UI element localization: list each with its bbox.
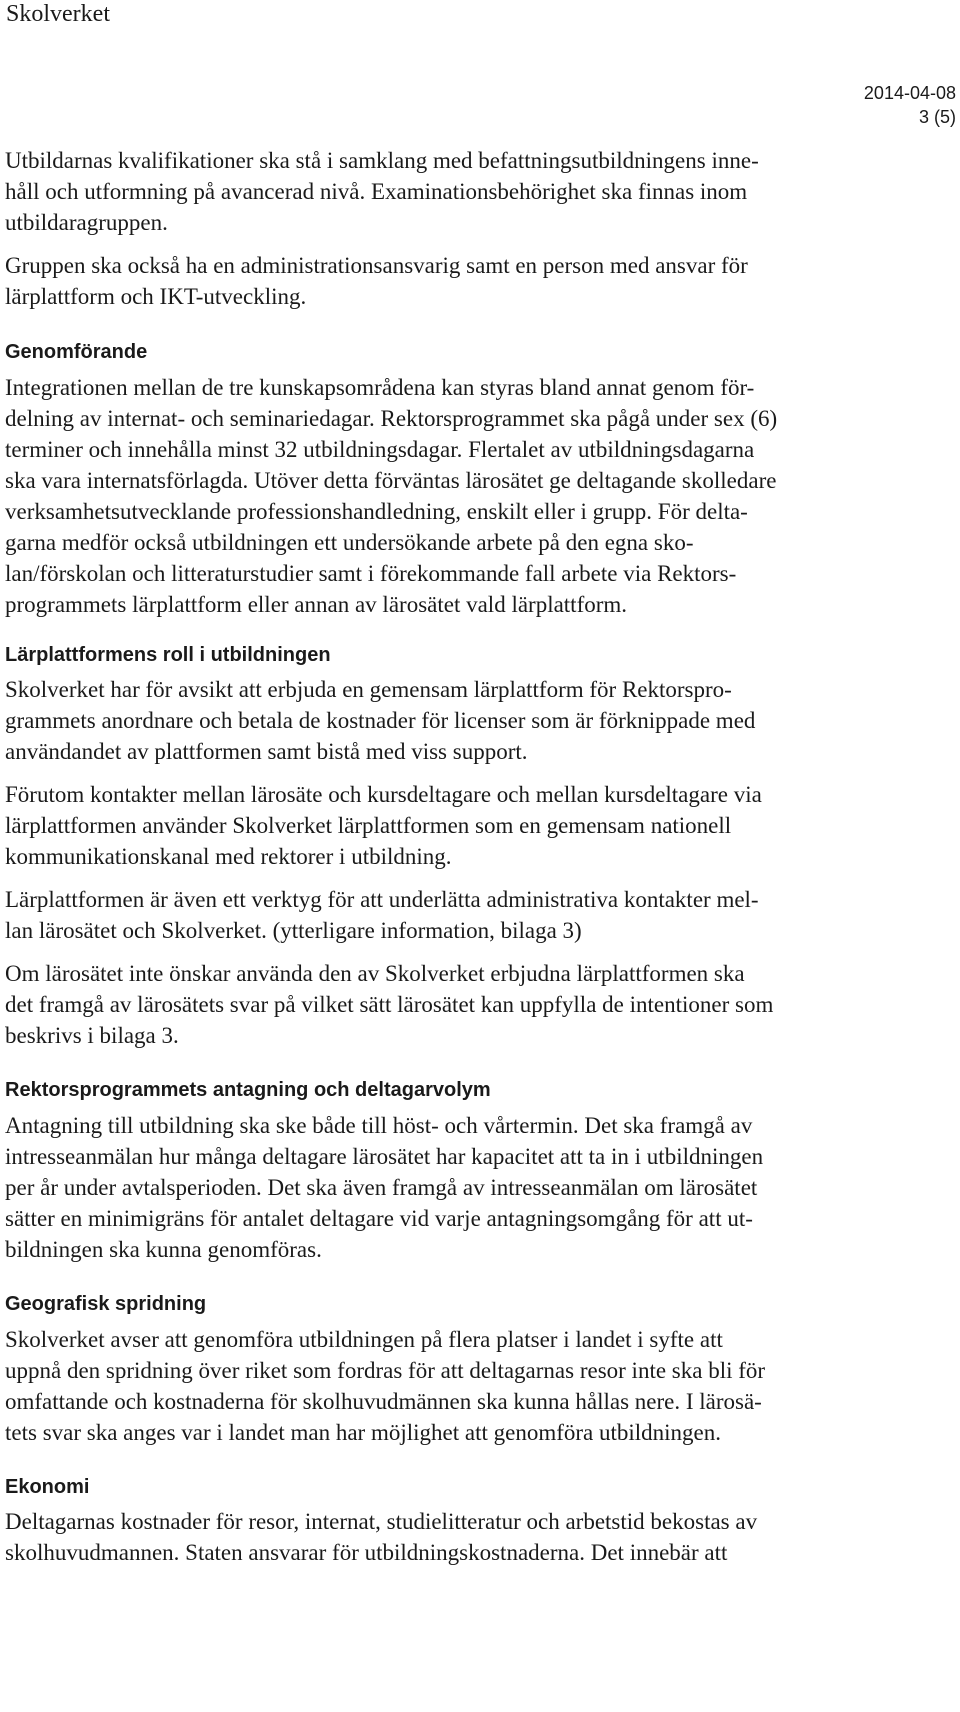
- body-line: Gruppen ska också ha en administrationsansvarig samt en person med ansvar för: [5, 253, 748, 278]
- body-line: lärplattform och IKT-utveckling.: [5, 284, 307, 309]
- body-line: programmets lärplattform eller annan av lärosätet vald lärplattform.: [5, 592, 628, 617]
- body-line: garna medför också utbildningen ett undersökande arbete på den egna sko-: [5, 530, 694, 555]
- body-line: sätter en minimigräns för antalet deltagare vid varje antagningsomgång för att ut-: [5, 1206, 753, 1231]
- body-line: Utbildarnas kvalifikationer ska stå i samklang med befattningsutbildningens inne-: [5, 148, 759, 173]
- organization-name: Skolverket: [6, 1, 110, 27]
- page-number: 3 (5): [918, 107, 956, 127]
- body-line: det framgå av lärosätets svar på vilket sätt lärosätet kan uppfylla de intentioner som: [5, 992, 774, 1017]
- body-line: beskrivs i bilaga 3.: [5, 1023, 179, 1048]
- body-line: tets svar ska anges var i landet man har möjlighet att genomföra utbildningen.: [5, 1420, 721, 1445]
- body-line: Antagning till utbildning ska ske både till höst- och vårtermin. Det ska framgå av: [5, 1113, 753, 1138]
- body-line: användandet av plattformen samt bistå med viss support.: [5, 739, 528, 764]
- body-line: intresseanmälan hur många deltagare lärosätet har kapacitet att ta in i utbildningen: [5, 1144, 764, 1169]
- body-line: uppnå den spridning över riket som fordras för att deltagarnas resor inte ska bli för: [5, 1358, 766, 1383]
- body-line: omfattande och kostnaderna för skolhuvudmännen ska kunna hållas nere. I lärosä-: [5, 1389, 762, 1414]
- body-line: Skolverket avser att genomföra utbildningen på flera platser i landet i syfte att: [5, 1327, 723, 1352]
- body-line: håll och utformning på avancerad nivå. Examinationsbehörighet ska finnas inom: [5, 179, 748, 204]
- body-line: grammets anordnare och betala de kostnader för licenser som är förknippade med: [5, 708, 756, 733]
- body-line: terminer och innehålla minst 32 utbildningsdagar. Flertalet av utbildningsdagarna: [5, 437, 755, 462]
- section-heading-larplattform: Lärplattformens roll i utbildningen: [5, 644, 331, 666]
- body-line: ska vara internatsförlagda. Utöver detta förväntas lärosätet ge deltagande skolledare: [5, 468, 777, 493]
- section-heading-antagning: Rektorsprogrammets antagning och deltagarvolym: [5, 1079, 491, 1101]
- body-line: per år under avtalsperioden. Det ska även framgå av intresseanmälan om lärosätet: [5, 1175, 758, 1200]
- body-line: Integrationen mellan de tre kunskapsområdena kan styras bland annat genom för-: [5, 375, 755, 400]
- section-heading-genomforande: Genomförande: [5, 341, 148, 363]
- body-line: verksamhetsutvecklande professionshandledning, enskilt eller i grupp. För delta-: [5, 499, 748, 524]
- body-line: kommunikationskanal med rektorer i utbildning.: [5, 844, 452, 869]
- body-line: Lärplattformen är även ett verktyg för att underlätta administrativa kontakter mel-: [5, 887, 759, 912]
- body-line: bildningen ska kunna genomföras.: [5, 1237, 322, 1262]
- body-line: Deltagarnas kostnader för resor, internat, studielitteratur och arbetstid bekostas av: [5, 1509, 758, 1534]
- body-line: Om lärosätet inte önskar använda den av Skolverket erbjudna lärplattformen ska: [5, 961, 745, 986]
- document-date: 2014-04-08: [863, 83, 956, 103]
- body-line: utbildaragruppen.: [5, 210, 168, 235]
- body-line: lan lärosätet och Skolverket. (ytterligare information, bilaga 3): [5, 918, 582, 943]
- body-line: skolhuvudmannen. Staten ansvarar för utbildningskostnaderna. Det innebär att: [5, 1540, 728, 1565]
- body-line: lan/förskolan och litteraturstudier samt i förekommande fall arbete via Rektors-: [5, 561, 737, 586]
- body-line: Förutom kontakter mellan lärosäte och kursdeltagare och mellan kursdeltagare via: [5, 782, 762, 807]
- body-line: delning av internat- och seminariedagar. Rektorsprogrammet ska pågå under sex (6): [5, 406, 778, 431]
- section-heading-spridning: Geografisk spridning: [5, 1293, 207, 1315]
- body-line: lärplattformen använder Skolverket lärplattformen som en gemensam nationell: [5, 813, 732, 838]
- body-line: Skolverket har för avsikt att erbjuda en gemensam lärplattform för Rektorspro-: [5, 677, 732, 702]
- section-heading-ekonomi: Ekonomi: [5, 1476, 90, 1498]
